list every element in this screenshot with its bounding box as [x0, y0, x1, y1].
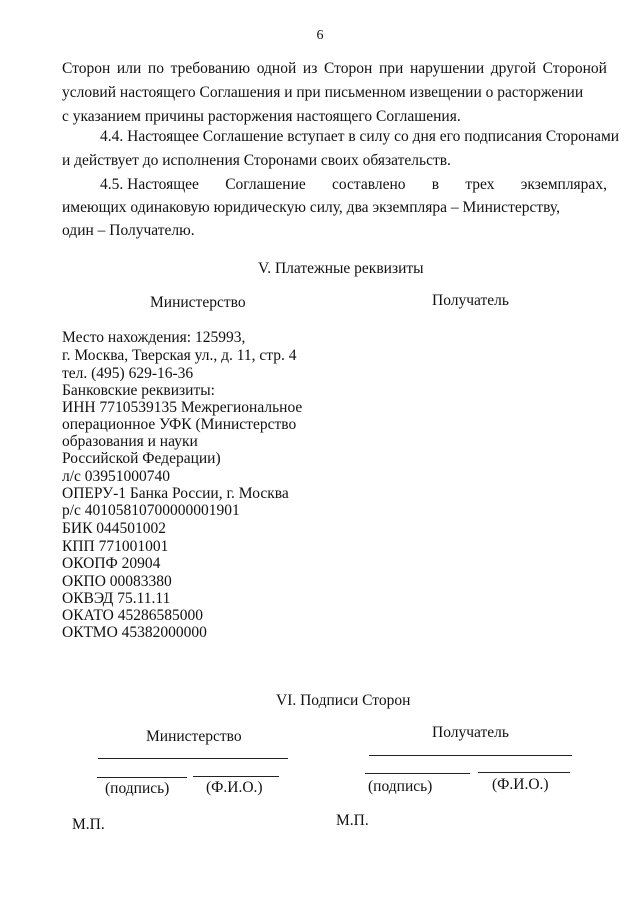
- clause-4-4-line: 4.4. Настоящее Соглашение вступает в силу со дня его подписания Сторонами: [100, 128, 620, 145]
- requisite-line: л/с 03951000740: [62, 468, 171, 485]
- signature-line-recipient-sign: [365, 773, 470, 774]
- name-caption-ministry: (Ф.И.О.): [206, 779, 263, 796]
- clause-4-5-line: имеющих одинаковую юридическую силу, два экземпляра – Министерству,: [62, 199, 560, 216]
- word: экземплярах,: [520, 176, 607, 193]
- signature-line-ministry-sign: [97, 777, 187, 778]
- requisite-line: тел. (495) 629-16-36: [62, 365, 194, 382]
- signature-party-recipient: Получатель: [432, 724, 509, 741]
- requisite-line: ОКПО 00083380: [62, 573, 172, 590]
- requisite-line: образования и науки: [62, 433, 198, 450]
- word: составлено: [332, 176, 406, 193]
- requisite-line: Российской Федерации): [62, 450, 221, 467]
- requisite-line: ОКТМО 45382000000: [62, 624, 207, 641]
- stamp-place-ministry: М.П.: [72, 816, 105, 833]
- paragraph-line: условий настоящего Соглашения и при письменном извещении о расторжении: [62, 84, 584, 101]
- word: Сторон: [62, 60, 111, 77]
- word: Соглашение: [225, 176, 306, 193]
- paragraph-line: с указанием причины расторжения настоящего Соглашения.: [62, 108, 461, 125]
- clause-4-5-line: [100, 176, 607, 194]
- word: Стороной: [542, 60, 607, 77]
- word: или: [116, 60, 142, 77]
- name-caption-recipient: (Ф.И.О.): [492, 776, 549, 793]
- requisite-line: ОКВЭД 75.11.11: [62, 590, 171, 607]
- word: трех: [465, 176, 495, 193]
- column-heading-recipient: Получатель: [432, 292, 509, 309]
- signature-party-ministry: Министерство: [146, 728, 242, 745]
- word: в: [431, 176, 440, 193]
- word: по: [147, 60, 164, 77]
- requisite-line: Банковские реквизиты:: [62, 382, 215, 399]
- clause-4-5-line: один – Получателю.: [62, 222, 195, 239]
- stamp-place-recipient: М.П.: [336, 812, 369, 829]
- word: нарушении: [409, 60, 485, 77]
- word: другой: [490, 60, 536, 77]
- requisite-line: г. Москва, Тверская ул., д. 11, стр. 4: [62, 347, 297, 364]
- word: одной: [256, 60, 297, 77]
- paragraph-line: [62, 60, 607, 78]
- requisite-line: ОПЕРУ-1 Банка России, г. Москва: [62, 485, 289, 502]
- signature-line-ministry: [98, 758, 288, 759]
- word: требованию: [170, 60, 251, 77]
- word: 4.5. Настоящее: [100, 176, 199, 193]
- requisite-line: р/с 40105810700000001901: [62, 502, 240, 519]
- signature-line-ministry-name: [193, 776, 279, 777]
- signature-line-recipient-name: [478, 772, 570, 773]
- requisite-line: ИНН 7710539135 Межрегиональное: [62, 399, 303, 416]
- requisite-line: Место нахождения: 125993,: [62, 329, 246, 346]
- section-6-title: VI. Подписи Сторон: [276, 692, 411, 709]
- signature-caption-ministry: (подпись): [105, 780, 170, 797]
- requisite-line: БИК 044501002: [62, 520, 167, 537]
- requisite-line: ОКОПФ 20904: [62, 555, 161, 572]
- signature-caption-recipient: (подпись): [368, 778, 433, 795]
- column-heading-ministry: Министерство: [150, 294, 246, 311]
- signature-line-recipient: [369, 755, 572, 756]
- word: из: [302, 60, 318, 77]
- word: Сторон: [324, 60, 373, 77]
- requisite-line: ОКАТО 45286585000: [62, 607, 203, 624]
- requisite-line: КПП 771001001: [62, 538, 169, 555]
- section-5-title: V. Платежные реквизиты: [258, 260, 424, 277]
- word: при: [378, 60, 404, 77]
- clause-4-4-line: и действует до исполнения Сторонами своих обязательств.: [62, 152, 451, 169]
- requisite-line: операционное УФК (Министерство: [62, 416, 297, 433]
- page-number: 6: [316, 28, 324, 43]
